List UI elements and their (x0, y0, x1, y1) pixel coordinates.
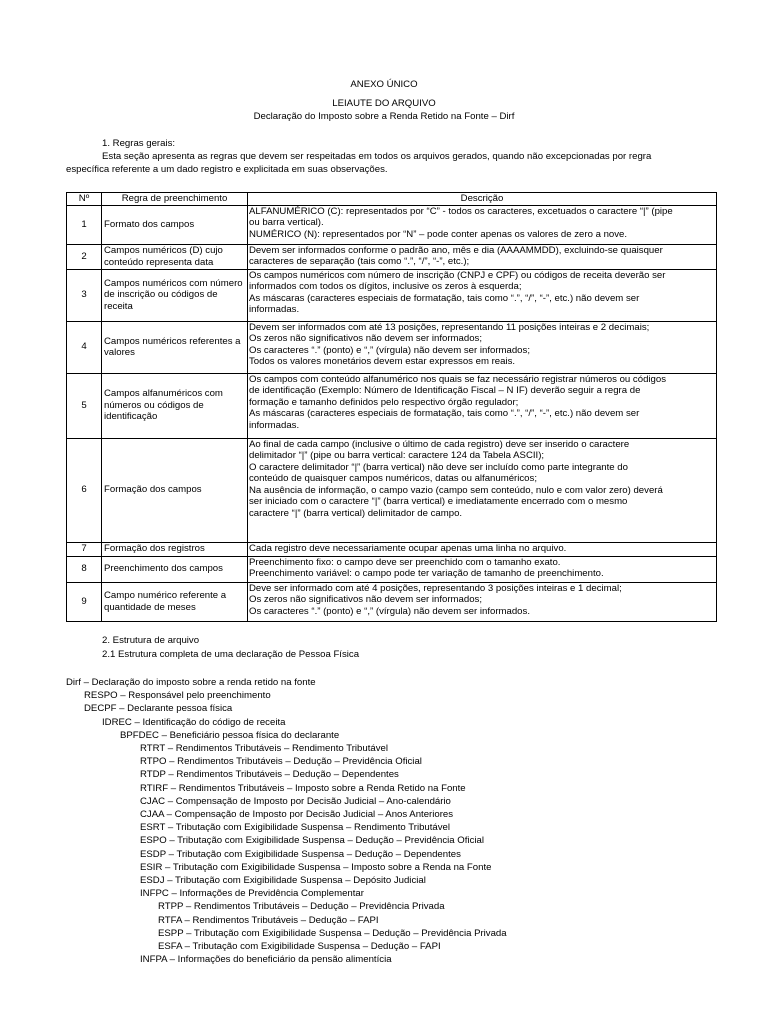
tree-item: RTIRF – Rendimentos Tributáveis – Imposto sobre a Renda Retido na Fonte (140, 782, 466, 794)
description-line: informados com todos os dígitos, inclusive os zeros à esquerda; (249, 281, 522, 292)
description-line: Deve ser informado com até 4 posições, representando 3 posições inteiras e 1 decimal; (249, 582, 622, 594)
description-line: As máscaras (caracteres especiais de formatação, tais como “.”, “/”, “-”, etc.) não devem ser (249, 292, 640, 304)
table-row (67, 556, 717, 582)
description-line: Os caracteres “.” (ponto) e “,” (vírgula) não devem ser informados; (249, 344, 530, 356)
row-number: 5 (67, 373, 102, 438)
tree-item: ESDP – Tributação com Exigibilidade Suspensa – Dedução – Dependentes (140, 848, 461, 860)
tree-item: RTFA – Rendimentos Tributáveis – Dedução – FAPI (158, 914, 379, 926)
row-description (248, 205, 717, 244)
table-row (67, 321, 717, 373)
table-row (67, 244, 717, 269)
row-rule: Campos numéricos com número de inscrição ou códigos de receita (102, 269, 248, 321)
description-line: ser iniciado com o caractere “|” (barra vertical) e imediatamente encerrado com o mesmo (249, 496, 628, 507)
tree-item: RTPO – Rendimentos Tributáveis – Dedução – Previdência Oficial (140, 756, 422, 768)
layout-title: LEIAUTE DO ARQUIVO (332, 98, 436, 109)
description-line: ou barra vertical). (249, 217, 324, 228)
tree-item: INFPA – Informações do beneficiário da pensão alimentícia (140, 954, 392, 966)
section-1-title: 1. Regras gerais: (102, 138, 176, 149)
section-2-title: 2. Estrutura de arquivo (102, 635, 200, 646)
header-description: Descrição (248, 193, 717, 206)
annex-title: ANEXO ÚNICO (350, 79, 418, 90)
section-2-1-title: 2.1 Estrutura completa de uma declaração de Pessoa Física (102, 649, 360, 660)
row-description (248, 582, 717, 621)
row-rule: Campos numéricos referentes a valores (102, 321, 248, 373)
row-number: 4 (67, 321, 102, 373)
row-description (248, 556, 717, 582)
description-line: conteúdo de quaisquer campos numéricos, datas ou alfanuméricos; (249, 473, 537, 484)
row-number: 2 (67, 244, 102, 269)
description-line: Na ausência de informação, o campo vazio (campo sem conteúdo, nulo e com valor zero) deverá (249, 484, 663, 496)
description-line: caracteres de separação (tais como “.”, “/”, “-”, etc.); (249, 256, 470, 267)
row-number: 3 (67, 269, 102, 321)
row-description (248, 269, 717, 321)
description-line: informadas. (249, 419, 300, 431)
row-rule: Formação dos registros (102, 542, 248, 556)
description-line: Ao final de cada campo (inclusive o último de cada registro) deve ser inserido o caractere (249, 438, 630, 450)
header-number: Nº (67, 193, 102, 206)
document-subtitle: Declaração do Imposto sobre a Renda Retido na Fonte – Dirf (253, 111, 515, 122)
row-description (248, 244, 717, 269)
tree-item: RESPO – Responsável pelo preenchimento (84, 690, 271, 702)
description-line: Preenchimento variável: o campo pode ter variação de tamanho de preenchimento. (249, 568, 604, 579)
tree-item: DECPF – Declarante pessoa física (84, 703, 233, 715)
row-number: 6 (67, 438, 102, 542)
section-1-intro-line2: específica referente a um dado registro e explicitada em suas observações. (66, 164, 388, 175)
row-number: 9 (67, 582, 102, 621)
tree-item: CJAC – Compensação de Imposto por Decisão Judicial – Ano-calendário (140, 795, 451, 807)
description-line: Os zeros não significativos não devem ser informados; (249, 333, 483, 344)
tree-item: BPFDEC – Beneficiário pessoa física do declarante (120, 729, 340, 741)
tree-item: IDREC – Identificação do código de receita (102, 716, 286, 728)
description-line: Devem ser informados conforme o padrão ano, mês e dia (AAAAMMDD), excluindo-se quaisquer (249, 244, 663, 256)
description-line: Os campos com conteúdo alfanumérico nos quais se faz necessário registrar números ou códigos (249, 373, 667, 385)
row-rule: Formação dos campos (102, 438, 248, 542)
description-line: NUMÉRICO (N): representados por “N” – pode conter apenas os valores de zero a nove. (249, 228, 628, 240)
row-number: 8 (67, 556, 102, 582)
description-line: de identificação (Exemplo: Número de Identificação Fiscal – N IF) deverão seguir a regra de (249, 385, 641, 396)
table-row (67, 438, 717, 542)
tree-item: ESFA – Tributação com Exigibilidade Suspensa – Dedução – FAPI (158, 941, 441, 952)
row-rule: Formato dos campos (102, 205, 248, 244)
section-1-intro-line1: Esta seção apresenta as regras que devem ser respeitadas em todos os arquivos gerados, quando não excepcionadas por regra (102, 151, 652, 162)
row-rule: Campos numéricos (D) cujo conteúdo representa data (102, 244, 248, 269)
row-description (248, 321, 717, 373)
description-line: O caractere delimitador “|” (barra vertical) não deve ser incluído como parte integrante do (249, 461, 628, 473)
table-row (67, 582, 717, 621)
row-rule: Campo numérico referente a quantidade de meses (102, 582, 248, 621)
description-line: caractere “|” (barra vertical) delimitador de campo. (249, 507, 463, 519)
row-description (248, 373, 717, 438)
rules-table (66, 192, 717, 622)
tree-item: ESPP – Tributação com Exigibilidade Suspensa – Dedução – Previdência Privada (158, 927, 507, 939)
table-row (67, 373, 717, 438)
table-row (67, 269, 717, 321)
description-line: delimitador “|” (pipe ou barra vertical: caractere 124 da Tabela ASCII); (249, 450, 545, 461)
tree-item: Dirf – Declaração do imposto sobre a renda retido na fonte (66, 677, 316, 688)
tree-item: RTPP – Rendimentos Tributáveis – Dedução – Previdência Privada (158, 901, 445, 913)
tree-item: ESPO – Tributação com Exigibilidade Suspensa – Dedução – Previdência Oficial (140, 835, 484, 847)
tree-item: INFPC – Informações de Previdência Complementar (140, 888, 364, 900)
row-rule: Preenchimento dos campos (102, 556, 248, 582)
description-line: formação e tamanho definidos pelo respectivo órgão regulador; (249, 396, 519, 408)
header-rule: Regra de preenchimento (102, 193, 248, 206)
tree-item: ESIR – Tributação com Exigibilidade Suspensa – Imposto sobre a Renda na Fonte (140, 861, 492, 873)
row-description (248, 438, 717, 542)
tree-item: RTDP – Rendimentos Tributáveis – Dedução – Dependentes (140, 769, 399, 781)
row-number: 1 (67, 205, 102, 244)
tree-item: CJAA – Compensação de Imposto por Decisão Judicial – Anos Anteriores (140, 809, 454, 820)
description-line: Preenchimento fixo: o campo deve ser preenchido com o tamanho exato. (249, 556, 561, 568)
description-line: Os caracteres “.” (ponto) e “,” (vírgula) não devem ser informados. (249, 605, 530, 617)
tree-item: RTRT – Rendimentos Tributáveis – Rendimento Tributável (140, 743, 388, 754)
description-line: Cada registro deve necessariamente ocupar apenas uma linha no arquivo. (249, 542, 567, 554)
tree-item: ESRT – Tributação com Exigibilidade Suspensa – Rendimento Tributável (140, 822, 451, 834)
table-header-row (67, 193, 717, 206)
description-line: informadas. (249, 304, 300, 315)
description-line: As máscaras (caracteres especiais de formatação, tais como “.”, “/”, “-”, etc.) não devem ser (249, 408, 640, 419)
description-line: Os campos numéricos com número de inscrição (CNPJ e CPF) ou códigos de receita deverão ser (249, 269, 666, 281)
row-rule: Campos alfanuméricos com números ou códigos de identificação (102, 373, 248, 438)
description-line: Os zeros não significativos não devem ser informados; (249, 594, 483, 605)
tree-item: ESDJ – Tributação com Exigibilidade Suspensa – Depósito Judicial (140, 875, 426, 886)
row-description (248, 542, 717, 556)
table-row (67, 205, 717, 244)
description-line: Todos os valores monetários devem estar expressos em reais. (249, 356, 516, 367)
description-line: Devem ser informados com até 13 posições, representando 11 posições inteiras e 2 decimais; (249, 321, 650, 333)
table-row (67, 542, 717, 556)
row-number: 7 (67, 542, 102, 556)
description-line: ALFANUMÉRICO (C): representados por “C” - todos os caracteres, excetuados o caractere “|” (pipe (249, 205, 673, 217)
